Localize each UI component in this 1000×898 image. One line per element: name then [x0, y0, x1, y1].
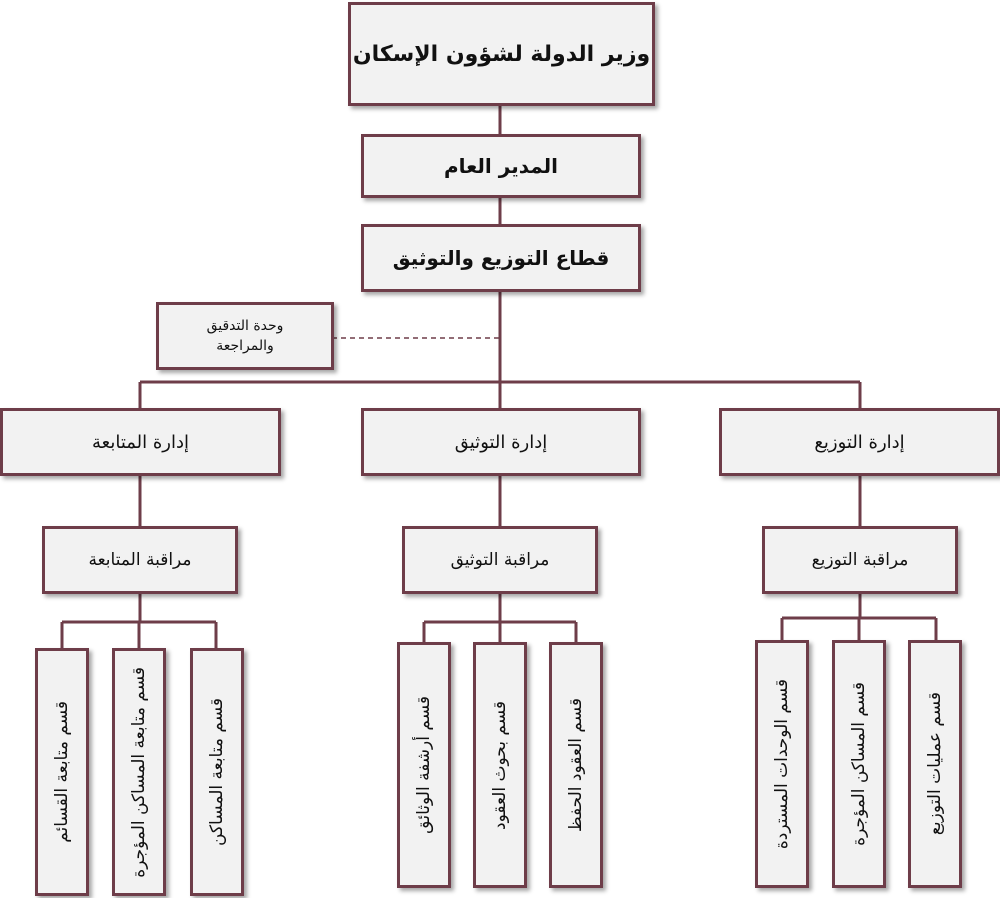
audit-unit-line2: والمراجعة [216, 338, 274, 354]
section-documentation-2-label: قسم بحوث العقود [490, 700, 510, 830]
section-distribution-2-box [832, 640, 886, 888]
section-followup-1-label: قسم متابعة المساكن [207, 698, 227, 846]
department-distribution-label: إدارة التوزيع [814, 431, 905, 453]
section-followup-1-box [190, 648, 244, 896]
audit-unit-line1: وحدة التدقيق [206, 318, 284, 334]
department-documentation-box [361, 408, 641, 476]
department-documentation-label: إدارة التوثيق [454, 431, 548, 453]
section-documentation-1-box [549, 642, 603, 888]
section-followup-2-label: قسم متابعة المساكن المؤجرة [129, 666, 149, 878]
section-followup-3-label: قسم متابعة القسائم [52, 701, 72, 843]
section-distribution-1-label: قسم عمليات التوزيع [925, 692, 945, 836]
general-manager-label: المدير العام [443, 154, 559, 178]
department-followup-box [0, 408, 281, 476]
audit-unit-box [156, 302, 334, 370]
department-followup-label: إدارة المتابعة [92, 431, 190, 453]
control-followup-label: مراقبة المتابعة [88, 550, 192, 570]
section-distribution-1-box [908, 640, 962, 888]
section-distribution-3-label: قسم الوحدات المستردة [772, 678, 792, 850]
section-followup-3-box [35, 648, 89, 896]
control-followup-box [42, 526, 238, 594]
general-manager-box [361, 134, 641, 198]
section-followup-2-box [112, 648, 166, 896]
section-documentation-2-box [473, 642, 527, 888]
department-distribution-box [719, 408, 1000, 476]
minister-label: وزير الدولة لشؤون الإسكان [352, 41, 651, 67]
control-distribution-label: مراقبة التوزيع [811, 550, 909, 570]
sector-label: قطاع التوزيع والتوثيق [392, 246, 610, 270]
sector-box [361, 224, 641, 292]
section-documentation-3-label: قسم أرشفة الوثائق [414, 696, 434, 834]
control-documentation-label: مراقبة التوثيق [450, 550, 550, 570]
section-distribution-3-box [755, 640, 809, 888]
section-documentation-3-box [397, 642, 451, 888]
control-distribution-box [762, 526, 958, 594]
section-documentation-1-label: قسم العقود الحفظ [566, 697, 586, 833]
section-distribution-2-label: قسم المساكن المؤجرة [849, 682, 869, 846]
control-documentation-box [402, 526, 598, 594]
minister-box [348, 2, 655, 106]
